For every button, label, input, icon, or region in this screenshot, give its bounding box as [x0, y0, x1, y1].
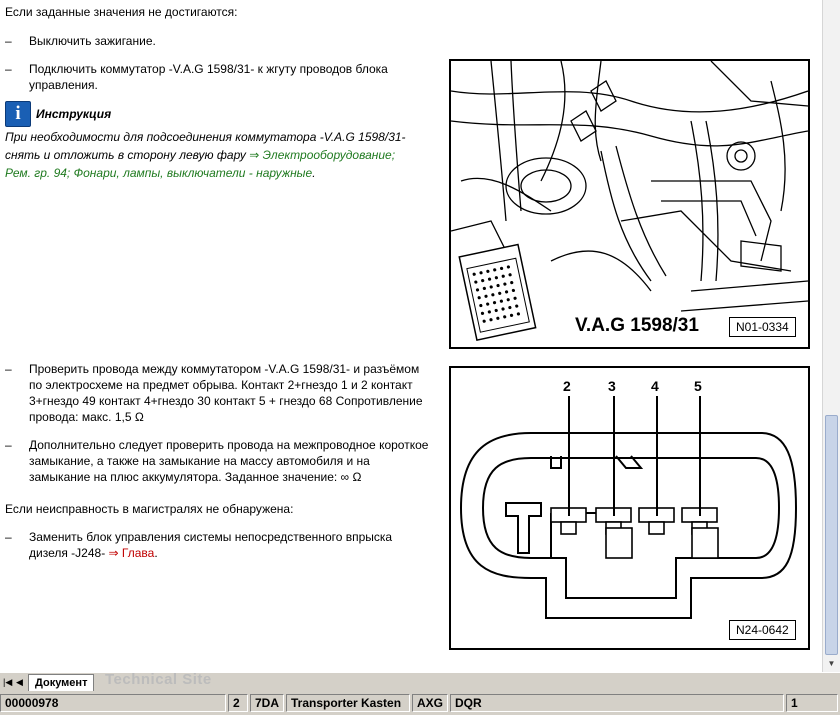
watermark: Technical Site — [105, 671, 212, 688]
check-line2: по электросхеме на предмет обрыва. Контакт 2+гнездо 1 и 2 контакт — [29, 378, 413, 392]
status-code2: DQR — [450, 694, 784, 712]
engine-illustration — [451, 61, 808, 347]
pin-label: 2 — [563, 378, 571, 394]
check-line4: провода: макс. 1,5 Ω — [29, 410, 144, 424]
status-engine-code: 7DA — [250, 694, 284, 712]
list-dash: – — [5, 438, 12, 452]
instruction-line2 — [5, 147, 395, 163]
step-connect-switch — [5, 61, 445, 93]
vertical-scrollbar[interactable] — [822, 0, 840, 672]
electrical-link[interactable]: ⇒ Электрооборудование; — [249, 148, 396, 162]
figure-code: N24-0642 — [729, 620, 796, 640]
figure-engine-photo — [449, 59, 810, 349]
figure-connector — [449, 366, 810, 650]
list-dash: – — [5, 362, 12, 376]
list-dash: – — [5, 530, 12, 544]
scroll-down-icon[interactable]: ▼ — [827, 659, 836, 668]
instruction-line3 — [5, 165, 316, 181]
instruction-title: Инструкция — [36, 107, 112, 121]
scroll-thumb[interactable] — [825, 415, 838, 655]
replace-text: дизеля -J248- — [29, 546, 109, 560]
instruction-line1: При необходимости для подсоединения коммутатора -V.A.G 1598/31- — [5, 130, 406, 144]
status-doc-number: 00000978 — [0, 694, 226, 712]
chapter-link[interactable]: ⇒ Глава — [108, 546, 155, 560]
lights-link[interactable]: Рем. гр. 94; Фонари, лампы, выключатели - наружные — [5, 166, 313, 180]
pin-label: 4 — [651, 378, 659, 394]
tab-document[interactable]: Документ — [28, 674, 94, 692]
step-text-line1: Подключить коммутатор -V.A.G 1598/31- к жгуту проводов блока — [29, 62, 388, 76]
status-code1: AXG — [412, 694, 448, 712]
step-check-wires — [5, 361, 450, 425]
check-line1: Проверить провода между коммутатором -V.A.G 1598/31- и разъёмом — [29, 362, 420, 376]
replace-line1: Заменить блок управления системы непосредственного впрыска — [29, 530, 393, 544]
replace-line2 — [29, 545, 158, 561]
step-check-short — [5, 437, 450, 485]
figure-code: N01-0334 — [729, 317, 796, 337]
extra-line3: замыкание на плюс аккумулятора. Заданное значение: ∞ Ω — [29, 470, 362, 484]
list-dash: – — [5, 62, 12, 76]
step-text: Выключить зажигание. — [29, 34, 156, 48]
pin-label: 3 — [608, 378, 616, 394]
pin-label: 5 — [694, 378, 702, 394]
step-text-line2: управления. — [29, 78, 98, 92]
extra-line1: Дополнительно следует проверить провода на межпроводное короткое — [29, 438, 429, 452]
info-icon: i — [5, 101, 31, 127]
status-bar — [0, 691, 840, 715]
extra-line2: замыкание, а также на замыкание на массу автомобиля и на — [29, 454, 370, 468]
replace-end: . — [154, 546, 158, 560]
status-model: Transporter Kasten — [286, 694, 410, 712]
status-count: 2 — [228, 694, 248, 712]
first-tab-icon[interactable]: |◀ — [3, 677, 13, 687]
status-page: 1 — [786, 694, 838, 712]
list-dash: – — [5, 34, 12, 48]
check-line3: 3+гнездо 49 контакт 4+гнездо 30 контакт 5 + гнездо 68 Сопротивление — [29, 394, 423, 408]
intro-heading: Если заданные значения не достигаются: — [5, 5, 238, 19]
no-fault-heading: Если неисправность в магистралях не обнаружена: — [5, 502, 294, 516]
instruction-text: снять и отложить в сторону левую фару — [5, 148, 250, 162]
tool-label: V.A.G 1598/31 — [571, 315, 703, 337]
connector-drawing — [451, 368, 808, 648]
instruction-end: . — [312, 166, 316, 180]
prev-tab-icon[interactable]: ◀ — [16, 677, 23, 687]
step-replace-ecu — [5, 529, 450, 561]
